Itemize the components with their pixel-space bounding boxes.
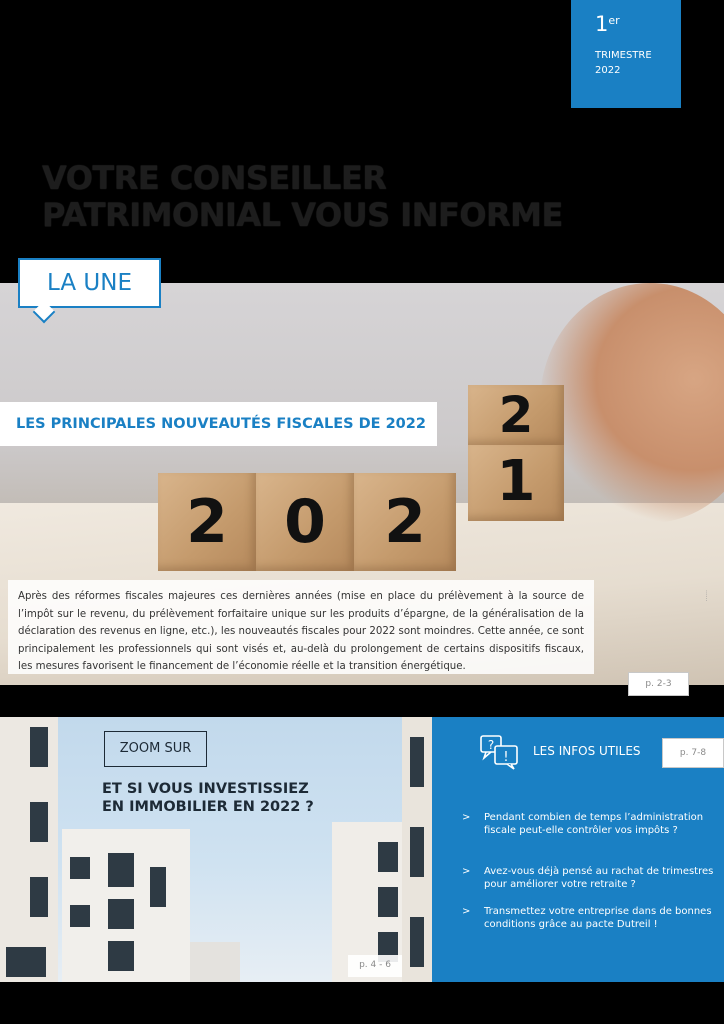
infos-page-ref[interactable]: p. 7-8 — [662, 738, 724, 768]
window — [410, 737, 424, 787]
wood-cube: 1 — [468, 443, 564, 521]
window — [378, 887, 398, 917]
zoom-image — [0, 717, 432, 982]
zoom-title-line-1: ET SI VOUS INVESTISSIEZ — [102, 781, 309, 797]
wood-cube: 0 — [256, 473, 354, 571]
wood-cube: 2 — [158, 473, 256, 571]
zoom-tag: ZOOM SUR — [104, 731, 207, 767]
svg-text:?: ? — [487, 738, 495, 752]
zoom-page-ref[interactable]: p. 4 - 6 — [348, 955, 402, 977]
info-bullet-text: Transmettez votre entreprise dans de bonnes conditions grâce au pacte Dutreil ! — [484, 906, 712, 930]
window — [30, 802, 48, 842]
chevron-right-icon: > — [462, 812, 471, 823]
window — [108, 853, 134, 887]
window — [30, 877, 48, 917]
page-title-line-2: PATRIMONIAL VOUS INFORME — [42, 196, 563, 234]
une-intro-text: Après des réformes fiscales majeures ces dernières années (mise en place du prélèvement à la source de l’impôt sur le revenu, du prélèvement forfaitaire unique sur les produits d’épargne, de la généralisation de la déclaration des revenus en ligne, etc.), les nouveautés fiscales pour 2022 sont moindres. Cette année, ce sont principalement les professionnels qui sont visés et, au-delà du prolongement de certains dispositifs fiscaux, les mesures favorisent le financement de l’économie réelle et la transition énergétique. — [8, 580, 594, 674]
window — [410, 827, 424, 877]
quarter-label: TRIMESTRE — [595, 50, 652, 61]
chevron-right-icon: > — [462, 906, 471, 917]
page-title — [42, 160, 563, 234]
une-article-title[interactable]: LES PRINCIPALES NOUVEAUTÉS FISCALES DE 2022 — [0, 402, 437, 446]
quarter-number: 1er — [595, 12, 620, 36]
window — [150, 867, 166, 907]
building — [190, 942, 240, 982]
window — [70, 905, 90, 927]
une-page-ref[interactable]: p. 2-3 — [628, 672, 689, 696]
speech-bubbles-question-icon — [479, 734, 523, 770]
wood-cube: 2 — [468, 385, 564, 445]
wood-cube: 2 — [354, 473, 456, 571]
quarter-badge — [571, 0, 681, 108]
window — [410, 917, 424, 967]
window — [70, 857, 90, 879]
info-bullet-text: Pendant combien de temps l’administration fiscale peut-elle contrôler vos impôts ? — [484, 812, 704, 836]
quarter-year: 2022 — [595, 65, 621, 76]
hand-image — [540, 283, 724, 523]
infos-utiles-panel — [432, 717, 724, 982]
infos-utiles-title: LES INFOS UTILES — [533, 744, 641, 758]
zoom-title-line-2: EN IMMOBILIER EN 2022 ? — [102, 799, 314, 815]
window — [108, 941, 134, 971]
photo-credit: ······ — [704, 590, 711, 602]
building — [0, 717, 58, 982]
page-title-line-1: VOTRE CONSEILLER — [42, 159, 387, 197]
window — [108, 899, 134, 929]
info-bullet-text: Avez-vous déjà pensé au rachat de trimestres pour améliorer votre retraite ? — [484, 866, 714, 890]
svg-text:!: ! — [503, 750, 509, 765]
window — [378, 842, 398, 872]
zoom-article-title[interactable] — [102, 780, 314, 816]
window — [6, 947, 46, 977]
chevron-right-icon: > — [462, 866, 471, 877]
window — [30, 727, 48, 767]
la-une-tag: LA UNE — [18, 258, 161, 308]
